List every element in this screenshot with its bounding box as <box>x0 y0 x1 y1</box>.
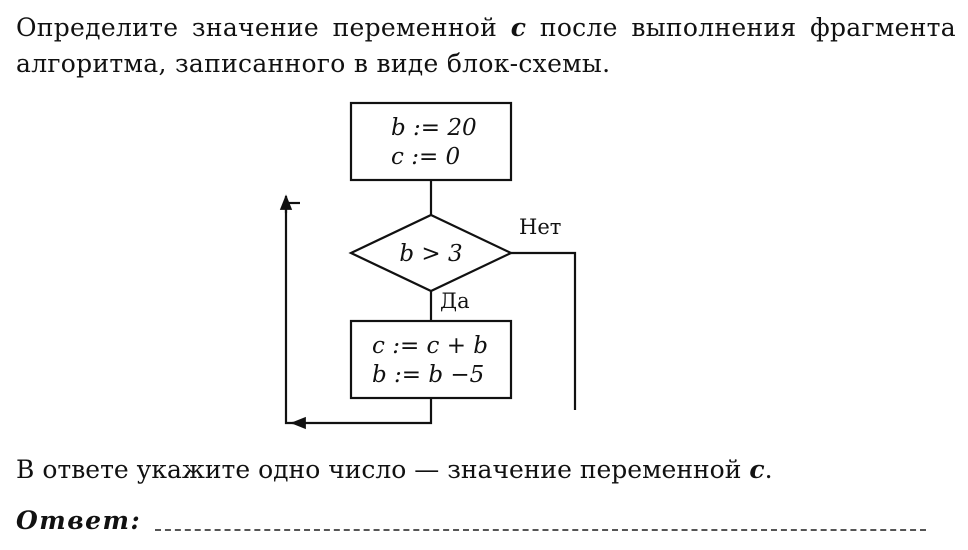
no-label: Нет <box>519 215 562 239</box>
answer-field[interactable] <box>155 528 926 531</box>
condition-text: b > 3 <box>399 241 463 267</box>
task-text-end: после выполнения фрагмента алгоритма, записанного в виде блок-схемы. <box>16 13 956 78</box>
yes-label: Да <box>440 289 470 313</box>
task-variable: c <box>510 13 527 42</box>
body-line-b: b := b −5 <box>372 362 485 388</box>
body-line-c: c := c + b <box>372 333 489 359</box>
init-line-c: c := 0 <box>391 144 461 170</box>
answer-row <box>16 503 926 539</box>
init-line-b: b := 20 <box>391 115 477 141</box>
answer-hint-period: . <box>764 455 773 484</box>
no-branch-line <box>511 253 575 410</box>
answer-instruction <box>16 452 956 488</box>
answer-hint-variable: c <box>749 455 765 484</box>
answer-hint-text: В ответе укажите одно число — значение переменной <box>16 455 750 484</box>
task-text-start: Определите значение переменной <box>16 13 511 42</box>
answer-label: Ответ: <box>16 506 142 535</box>
